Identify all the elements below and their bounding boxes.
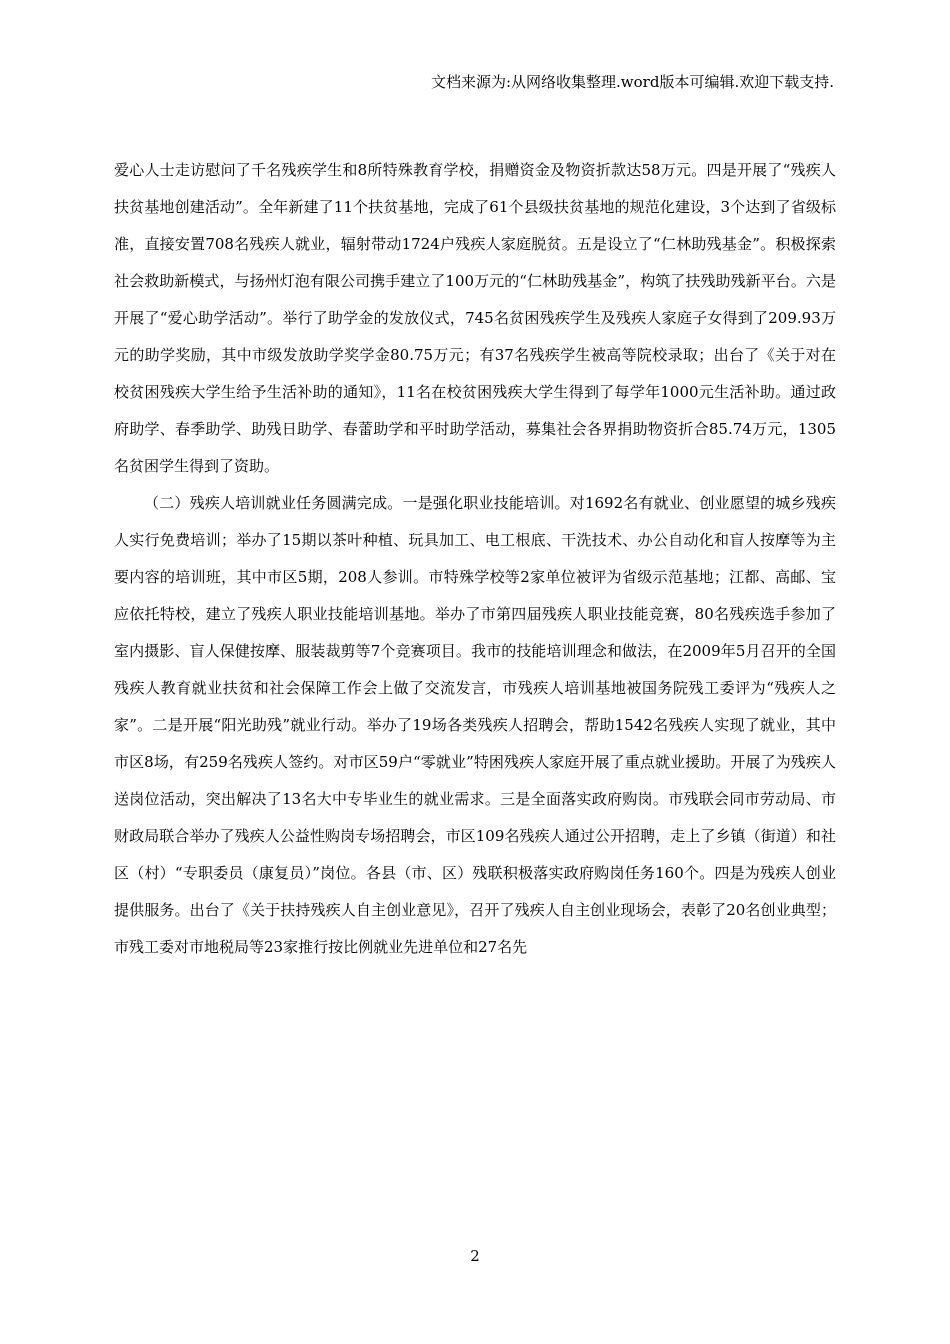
body-paragraph-2: （二）残疾人培训就业任务圆满完成。一是强化职业技能培训。对1692名有就业、创业愿望的城乡残疾人实行免费培训；举办了15期以茶叶种植、玩具加工、电工根底、干洗技术、办公自动化和盲人按摩等为主要内容的培训班，其中市区5期，208人参训。市特殊学校等2家单位被评为省级示范基地；江都、高邮、宝应依托特校，建立了残疾人职业技能培训基地。举办了市第四届残疾人职业技能竞赛，80名残疾选手参加了室内摄影、盲人保健按摩、服装裁剪等7个竞赛项目。我市的技能培训理念和做法，在2009年5月召开的全国残疾人教育就业扶贫和社会保障工作会上做了交流发言，市残疾人培训基地被国务院残工委评为“残疾人之家”。二是开展“阳光助残”就业行动。举办了19场各类残疾人招聘会，帮助1542名残疾人实现了就业，其中市区8场，有259名残疾人签约。对市区59户“零就业”特困残疾人家庭开展了重点就业援助。开展了为残疾人送岗位活动，突出解决了13名大中专毕业生的就业需求。三是全面落实政府购岗。市残联会同市劳动局、市财政局联合举办了残疾人公益性购岗专场招聘会，市区109名残疾人通过公开招聘，走上了乡镇（街道）和社区（村）“专职委员（康复员）”岗位。各县（市、区）残联积极落实政府购岗任务160个。四是为残疾人创业提供服务。出台了《关于扶持残疾人自主创业意见》，召开了残疾人自主创业现场会，表彰了20名创业典型；市残工委对市地税局等23家推行按比例就业先进单位和27名先 xyxy=(114,494,836,956)
page-number: 2 xyxy=(470,1247,480,1265)
document-source-header: 文档来源为:从网络收集整理.word版本可编辑.欢迎下载支持. xyxy=(430,73,834,91)
document-body xyxy=(114,152,836,966)
body-paragraph-1: 爱心人士走访慰问了千名残疾学生和8所特殊教育学校，捐赠资金及物资折款达58万元。四是开展了“残疾人扶贫基地创建活动”。全年新建了11个扶贫基地，完成了61个县级扶贫基地的规范化建设，3个达到了省级标准，直接安置708名残疾人就业，辐射带动1724户残疾人家庭脱贫。五是设立了“仁林助残基金”。积极探索社会救助新模式，与扬州灯泡有限公司携手建立了100万元的“仁林助残基金”，构筑了扶残助残新平台。六是开展了“爱心助学活动”。举行了助学金的发放仪式，745名贫困残疾学生及残疾人家庭子女得到了209.93万元的助学奖励，其中市级发放助学奖学金80.75万元；有37名残疾学生被高等院校录取；出台了《关于对在校贫困残疾大学生给予生活补助的通知》，11名在校贫困残疾大学生得到了每学年1000元生活补助。通过政府助学、春季助学、助残日助学、春蕾助学和平时助学活动，募集社会各界捐助物资折合85.74万元，1305名贫困学生得到了资助。 xyxy=(114,161,836,475)
